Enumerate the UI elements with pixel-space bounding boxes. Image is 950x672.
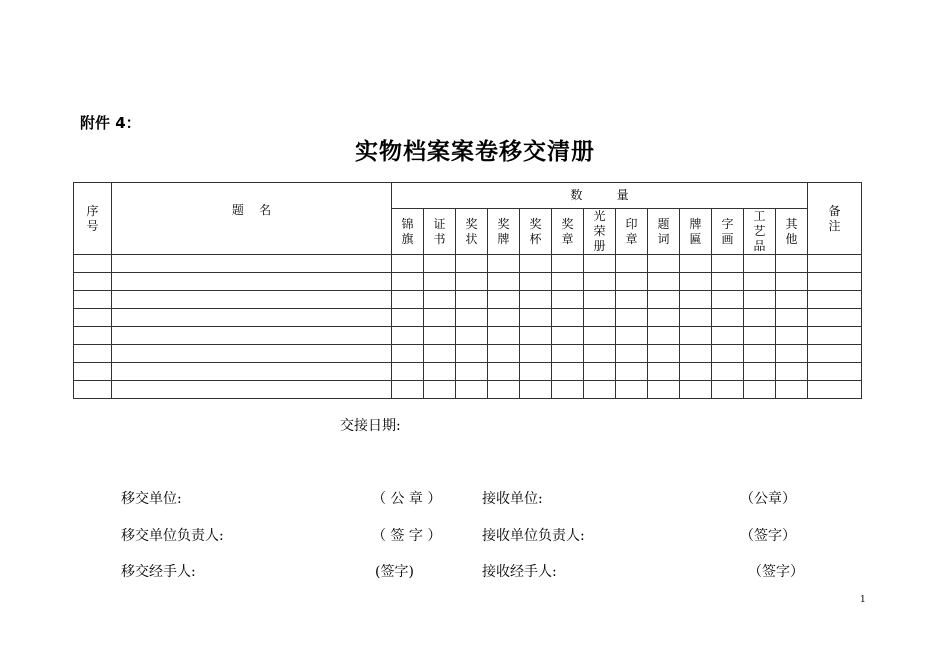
table-cell bbox=[680, 273, 712, 291]
table-row bbox=[74, 273, 862, 291]
table-cell bbox=[520, 345, 552, 363]
quantity-column-header: 牌匾 bbox=[680, 209, 712, 255]
table-cell bbox=[680, 255, 712, 273]
table-cell bbox=[776, 273, 808, 291]
receive-leader-label: 接收单位负责人: bbox=[482, 528, 585, 544]
table-cell bbox=[552, 345, 584, 363]
quantity-column-header: 光荣册 bbox=[584, 209, 616, 255]
table-cell bbox=[112, 345, 392, 363]
table-cell bbox=[392, 381, 424, 399]
table-row bbox=[74, 381, 862, 399]
table-cell bbox=[744, 273, 776, 291]
table-cell bbox=[424, 273, 456, 291]
table-cell bbox=[712, 255, 744, 273]
table-cell bbox=[776, 255, 808, 273]
table-cell bbox=[744, 381, 776, 399]
table-cell bbox=[808, 273, 862, 291]
table-cell bbox=[488, 291, 520, 309]
seq-header: 序号 bbox=[74, 183, 112, 255]
table-cell bbox=[808, 291, 862, 309]
table-cell bbox=[648, 255, 680, 273]
quantity-column-header: 奖牌 bbox=[488, 209, 520, 255]
table-cell bbox=[584, 273, 616, 291]
table-cell bbox=[488, 255, 520, 273]
table-cell bbox=[680, 327, 712, 345]
receive-unit-label: 接收单位: bbox=[482, 491, 543, 507]
table-cell bbox=[74, 363, 112, 381]
receive-unit-seal: （公章） bbox=[740, 491, 796, 507]
quantity-column-header: 证书 bbox=[424, 209, 456, 255]
table-cell bbox=[112, 309, 392, 327]
table-cell bbox=[74, 327, 112, 345]
table-cell bbox=[424, 255, 456, 273]
table-cell bbox=[112, 291, 392, 309]
table-cell bbox=[488, 381, 520, 399]
table-cell bbox=[552, 291, 584, 309]
remarks-header: 备注 bbox=[808, 183, 862, 255]
table-cell bbox=[552, 273, 584, 291]
table-cell bbox=[616, 291, 648, 309]
table-cell bbox=[680, 291, 712, 309]
handover-date-label: 交接日期: bbox=[340, 418, 401, 434]
table-cell bbox=[776, 291, 808, 309]
table-cell bbox=[424, 309, 456, 327]
table-cell bbox=[584, 363, 616, 381]
table-cell bbox=[456, 345, 488, 363]
table-cell bbox=[74, 255, 112, 273]
table-cell bbox=[456, 381, 488, 399]
table-cell bbox=[392, 327, 424, 345]
table-cell bbox=[520, 327, 552, 345]
table-cell bbox=[616, 273, 648, 291]
table-cell bbox=[584, 309, 616, 327]
transfer-register-table bbox=[73, 182, 862, 399]
table-row bbox=[74, 345, 862, 363]
quantity-column-header: 字画 bbox=[712, 209, 744, 255]
table-cell bbox=[744, 291, 776, 309]
transfer-handler-label: 移交经手人: bbox=[121, 564, 196, 580]
table-cell bbox=[552, 381, 584, 399]
table-cell bbox=[648, 327, 680, 345]
table-cell bbox=[744, 309, 776, 327]
table-cell bbox=[424, 345, 456, 363]
table-cell bbox=[74, 291, 112, 309]
table-cell bbox=[552, 363, 584, 381]
table-cell bbox=[584, 255, 616, 273]
table-cell bbox=[456, 309, 488, 327]
table-cell bbox=[424, 327, 456, 345]
table-cell bbox=[74, 345, 112, 363]
table-cell bbox=[112, 255, 392, 273]
table-cell bbox=[712, 345, 744, 363]
table-cell bbox=[456, 363, 488, 381]
table-cell bbox=[552, 327, 584, 345]
table-cell bbox=[616, 381, 648, 399]
table-cell bbox=[712, 363, 744, 381]
quantity-column-header: 工艺品 bbox=[744, 209, 776, 255]
table-cell bbox=[520, 309, 552, 327]
table-cell bbox=[552, 255, 584, 273]
quantity-column-header: 其他 bbox=[776, 209, 808, 255]
transfer-unit-seal: （ 公 章 ） bbox=[372, 491, 442, 507]
table-cell bbox=[456, 291, 488, 309]
transfer-handler-signature: (签字) bbox=[375, 564, 414, 580]
table-cell bbox=[520, 363, 552, 381]
table-cell bbox=[808, 381, 862, 399]
table-cell bbox=[648, 291, 680, 309]
table-cell bbox=[488, 273, 520, 291]
table-cell bbox=[712, 291, 744, 309]
table-cell bbox=[456, 327, 488, 345]
quantity-column-header: 奖杯 bbox=[520, 209, 552, 255]
table-cell bbox=[680, 363, 712, 381]
table-cell bbox=[488, 363, 520, 381]
page-title: 实物档案案卷移交清册 bbox=[355, 139, 595, 165]
table-cell bbox=[616, 255, 648, 273]
quantity-column-header: 奖章 bbox=[552, 209, 584, 255]
transfer-unit-label: 移交单位: bbox=[121, 491, 182, 507]
table-cell bbox=[776, 363, 808, 381]
table-cell bbox=[744, 255, 776, 273]
table-cell bbox=[424, 291, 456, 309]
quantity-header: 数 量 bbox=[392, 183, 808, 209]
table-cell bbox=[392, 363, 424, 381]
receive-handler-signature: （签字） bbox=[748, 564, 804, 580]
table-cell bbox=[520, 381, 552, 399]
table-cell bbox=[648, 309, 680, 327]
table-row bbox=[74, 255, 862, 273]
table-cell bbox=[648, 345, 680, 363]
page-number: 1 bbox=[860, 595, 866, 605]
table-cell bbox=[712, 327, 744, 345]
table-cell bbox=[680, 309, 712, 327]
table-cell bbox=[74, 273, 112, 291]
table-cell bbox=[712, 273, 744, 291]
table-cell bbox=[584, 381, 616, 399]
table-cell bbox=[392, 309, 424, 327]
table-cell bbox=[424, 363, 456, 381]
table-cell bbox=[744, 345, 776, 363]
quantity-column-header: 奖状 bbox=[456, 209, 488, 255]
table-cell bbox=[520, 291, 552, 309]
table-row bbox=[74, 363, 862, 381]
table-cell bbox=[112, 381, 392, 399]
table-cell bbox=[74, 309, 112, 327]
table-cell bbox=[392, 255, 424, 273]
table-cell bbox=[648, 381, 680, 399]
table-cell bbox=[112, 327, 392, 345]
table-cell bbox=[520, 255, 552, 273]
table-cell bbox=[680, 381, 712, 399]
table-cell bbox=[112, 273, 392, 291]
table-cell bbox=[584, 345, 616, 363]
table-cell bbox=[584, 327, 616, 345]
title-header: 题 名 bbox=[112, 183, 392, 255]
table-cell bbox=[616, 345, 648, 363]
table-cell bbox=[712, 309, 744, 327]
table-cell bbox=[776, 327, 808, 345]
table-cell bbox=[552, 309, 584, 327]
quantity-column-header: 印章 bbox=[616, 209, 648, 255]
table-cell bbox=[744, 363, 776, 381]
transfer-leader-label: 移交单位负责人: bbox=[121, 528, 224, 544]
table-cell bbox=[808, 363, 862, 381]
table-cell bbox=[648, 363, 680, 381]
receive-handler-label: 接收经手人: bbox=[482, 564, 557, 580]
table-cell bbox=[808, 255, 862, 273]
table-cell bbox=[712, 381, 744, 399]
attachment-label: 附件 4： bbox=[80, 114, 141, 132]
table-cell bbox=[520, 273, 552, 291]
table-cell bbox=[392, 291, 424, 309]
quantity-column-header: 锦旗 bbox=[392, 209, 424, 255]
table-cell bbox=[584, 291, 616, 309]
receive-leader-signature: （签字） bbox=[740, 528, 796, 544]
table-cell bbox=[744, 327, 776, 345]
table-cell bbox=[680, 345, 712, 363]
table-row bbox=[74, 291, 862, 309]
table-cell bbox=[456, 255, 488, 273]
table-cell bbox=[488, 309, 520, 327]
table-cell bbox=[808, 345, 862, 363]
transfer-leader-signature: （ 签 字 ） bbox=[372, 528, 442, 544]
table-cell bbox=[424, 381, 456, 399]
table-cell bbox=[74, 381, 112, 399]
table-cell bbox=[616, 363, 648, 381]
table-cell bbox=[776, 309, 808, 327]
table-cell bbox=[616, 327, 648, 345]
table-cell bbox=[808, 309, 862, 327]
table-cell bbox=[488, 345, 520, 363]
table-cell bbox=[392, 345, 424, 363]
table-row bbox=[74, 327, 862, 345]
table-cell bbox=[456, 273, 488, 291]
table-cell bbox=[776, 345, 808, 363]
table-cell bbox=[808, 327, 862, 345]
table-cell bbox=[648, 273, 680, 291]
table-row bbox=[74, 309, 862, 327]
quantity-column-header: 题词 bbox=[648, 209, 680, 255]
table-cell bbox=[776, 381, 808, 399]
table-cell bbox=[112, 363, 392, 381]
table-cell bbox=[488, 327, 520, 345]
table-cell bbox=[616, 309, 648, 327]
table-cell bbox=[392, 273, 424, 291]
